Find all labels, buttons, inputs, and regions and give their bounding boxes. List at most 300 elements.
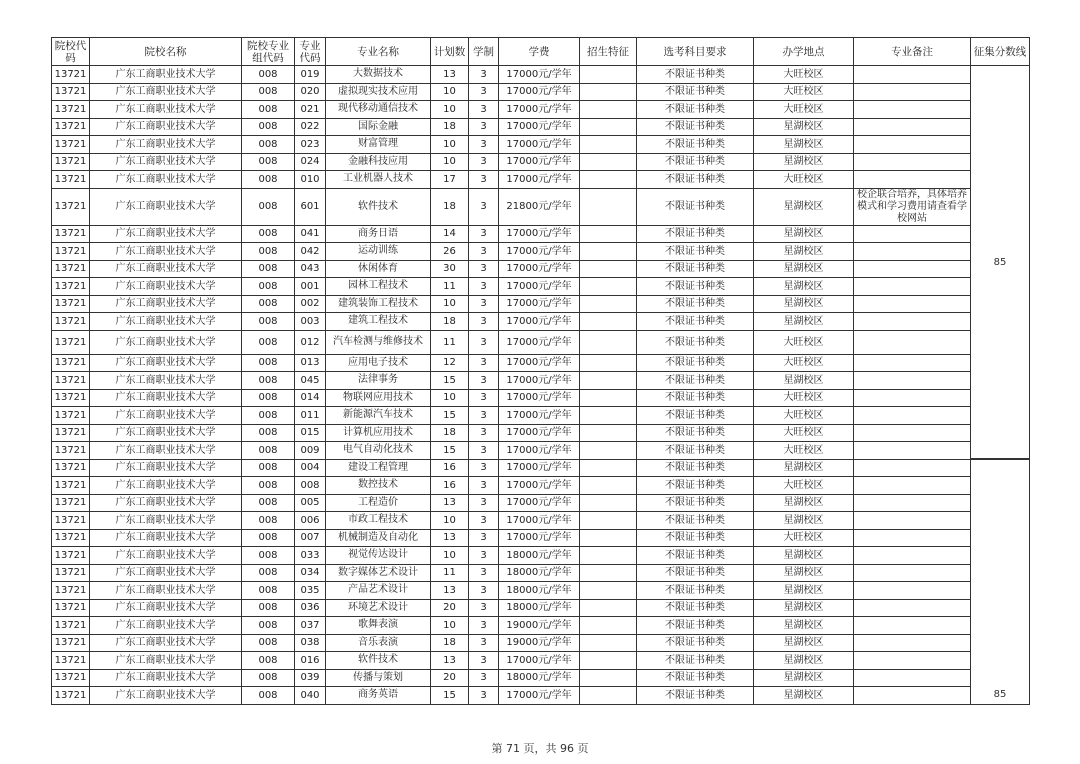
table-row [52, 407, 1030, 425]
table-cell: 17000元/学年 [499, 424, 580, 442]
table-cell: 020 [295, 83, 326, 101]
table-cell [580, 83, 637, 101]
table-cell: 广东工商职业技术大学 [90, 354, 242, 372]
table-cell [580, 424, 637, 442]
table-cell: 3 [469, 243, 499, 261]
table-cell: 现代移动通信技术 [326, 101, 431, 119]
table-cell: 不限证书种类 [637, 494, 754, 512]
table-cell: 13721 [52, 389, 90, 407]
table-cell: 008 [242, 83, 295, 101]
table-row [52, 459, 1030, 477]
table-cell [580, 136, 637, 154]
enrollment-table [51, 37, 1030, 705]
table-cell: 3 [469, 442, 499, 460]
table-row [52, 389, 1030, 407]
table-cell: 广东工商职业技术大学 [90, 529, 242, 547]
table-cell [580, 101, 637, 119]
table-row [52, 599, 1030, 617]
table-cell: 3 [469, 529, 499, 547]
table-cell [854, 354, 971, 372]
table-cell [580, 243, 637, 261]
table-cell: 数控技术 [326, 477, 431, 495]
table-cell: 14 [431, 225, 469, 243]
table-cell [580, 529, 637, 547]
table-cell: 13721 [52, 494, 90, 512]
table-cell: 不限证书种类 [637, 652, 754, 670]
table-cell: 3 [469, 118, 499, 136]
table-row [52, 313, 1030, 331]
table-cell: 13721 [52, 459, 90, 477]
table-cell: 033 [295, 547, 326, 565]
table-cell: 13721 [52, 372, 90, 390]
table-cell: 环境艺术设计 [326, 599, 431, 617]
table-cell: 电气自动化技术 [326, 442, 431, 460]
table-cell: 星湖校区 [754, 136, 854, 154]
table-cell: 3 [469, 171, 499, 189]
table-cell: 17000元/学年 [499, 529, 580, 547]
table-cell: 3 [469, 617, 499, 635]
table-cell: 13721 [52, 424, 90, 442]
table-cell: 不限证书种类 [637, 564, 754, 582]
table-cell: 3 [469, 330, 499, 354]
table-cell: 17000元/学年 [499, 330, 580, 354]
table-cell: 10 [431, 153, 469, 171]
table-cell: 星湖校区 [754, 599, 854, 617]
table-row [52, 136, 1030, 154]
table-cell: 13721 [52, 617, 90, 635]
table-row [52, 547, 1030, 565]
table-cell: 广东工商职业技术大学 [90, 278, 242, 296]
table-cell: 008 [242, 313, 295, 331]
table-cell: 市政工程技术 [326, 512, 431, 530]
table-cell: 机械制造及自动化 [326, 529, 431, 547]
table-cell: 13 [431, 652, 469, 670]
table-row [52, 295, 1030, 313]
table-cell: 法律事务 [326, 372, 431, 390]
table-cell: 008 [242, 278, 295, 296]
table-cell: 038 [295, 634, 326, 652]
table-cell [854, 225, 971, 243]
table-cell: 星湖校区 [754, 512, 854, 530]
table-cell: 星湖校区 [754, 372, 854, 390]
table-cell [854, 171, 971, 189]
table-cell: 13 [431, 582, 469, 600]
table-cell [854, 564, 971, 582]
table-cell [580, 617, 637, 635]
table-cell: 星湖校区 [754, 278, 854, 296]
table-cell: 广东工商职业技术大学 [90, 687, 242, 705]
table-cell [580, 442, 637, 460]
table-cell: 13721 [52, 83, 90, 101]
table-row [52, 153, 1030, 171]
table-cell: 10 [431, 101, 469, 119]
header-cell: 院校专业组代码 [242, 38, 295, 66]
table-cell: 18 [431, 313, 469, 331]
table-cell: 039 [295, 669, 326, 687]
table-cell: 17000元/学年 [499, 459, 580, 477]
table-cell: 产品艺术设计 [326, 582, 431, 600]
table-cell: 星湖校区 [754, 118, 854, 136]
table-cell: 16 [431, 459, 469, 477]
table-cell [580, 153, 637, 171]
table-row [52, 66, 1030, 84]
table-cell: 工业机器人技术 [326, 171, 431, 189]
table-cell: 10 [431, 295, 469, 313]
table-cell: 不限证书种类 [637, 634, 754, 652]
table-cell [580, 582, 637, 600]
table-cell: 星湖校区 [754, 225, 854, 243]
table-cell: 17000元/学年 [499, 354, 580, 372]
table-cell: 13721 [52, 652, 90, 670]
table-cell: 不限证书种类 [637, 459, 754, 477]
table-cell: 星湖校区 [754, 547, 854, 565]
table-cell: 008 [242, 407, 295, 425]
table-cell: 023 [295, 136, 326, 154]
table-cell: 19000元/学年 [499, 617, 580, 635]
table-cell: 10 [431, 389, 469, 407]
table-cell [580, 494, 637, 512]
table-cell: 3 [469, 599, 499, 617]
table-cell: 应用电子技术 [326, 354, 431, 372]
table-cell: 3 [469, 494, 499, 512]
table-row [52, 118, 1030, 136]
table-cell: 17000元/学年 [499, 136, 580, 154]
table-cell: 软件技术 [326, 188, 431, 225]
header-cell: 计划数 [431, 38, 469, 66]
table-cell: 13721 [52, 407, 90, 425]
table-cell: 008 [242, 118, 295, 136]
table-cell: 008 [242, 171, 295, 189]
table-row [52, 634, 1030, 652]
table-cell: 18 [431, 118, 469, 136]
table-cell: 3 [469, 477, 499, 495]
table-cell: 014 [295, 389, 326, 407]
table-cell [854, 372, 971, 390]
table-cell: 008 [242, 330, 295, 354]
header-cell: 学制 [469, 38, 499, 66]
table-cell: 012 [295, 330, 326, 354]
table-cell: 004 [295, 459, 326, 477]
table-cell: 广东工商职业技术大学 [90, 547, 242, 565]
table-cell: 18000元/学年 [499, 582, 580, 600]
table-cell: 不限证书种类 [637, 136, 754, 154]
table-cell: 3 [469, 372, 499, 390]
table-cell: 星湖校区 [754, 617, 854, 635]
table-cell [854, 669, 971, 687]
table-cell: 17000元/学年 [499, 407, 580, 425]
table-cell: 广东工商职业技术大学 [90, 66, 242, 84]
table-cell: 广东工商职业技术大学 [90, 494, 242, 512]
table-cell: 3 [469, 83, 499, 101]
table-cell: 大旺校区 [754, 83, 854, 101]
table-cell: 13721 [52, 295, 90, 313]
table-cell: 广东工商职业技术大学 [90, 101, 242, 119]
table-cell: 3 [469, 295, 499, 313]
table-cell: 星湖校区 [754, 652, 854, 670]
table-cell: 3 [469, 66, 499, 84]
table-cell [580, 225, 637, 243]
table-cell: 040 [295, 687, 326, 705]
table-cell: 国际金融 [326, 118, 431, 136]
table-cell: 不限证书种类 [637, 582, 754, 600]
table-cell: 12 [431, 354, 469, 372]
table-cell: 不限证书种类 [637, 330, 754, 354]
table-cell: 11 [431, 564, 469, 582]
table-cell: 18 [431, 188, 469, 225]
header-cell: 专业代码 [295, 38, 326, 66]
table-cell: 11 [431, 278, 469, 296]
table-cell: 008 [242, 599, 295, 617]
table-cell: 041 [295, 225, 326, 243]
table-cell: 17000元/学年 [499, 243, 580, 261]
table-cell [854, 442, 971, 460]
table-cell: 不限证书种类 [637, 354, 754, 372]
table-cell [580, 512, 637, 530]
table-cell: 3 [469, 512, 499, 530]
table-cell: 3 [469, 389, 499, 407]
table-row [52, 529, 1030, 547]
table-cell: 008 [242, 372, 295, 390]
table-cell: 13721 [52, 278, 90, 296]
table-cell: 18000元/学年 [499, 564, 580, 582]
table-cell: 17000元/学年 [499, 652, 580, 670]
table-cell: 008 [242, 564, 295, 582]
table-cell [854, 66, 971, 84]
table-cell [580, 459, 637, 477]
table-cell: 3 [469, 407, 499, 425]
table-cell: 13721 [52, 634, 90, 652]
table-cell: 3 [469, 547, 499, 565]
table-row [52, 83, 1030, 101]
table-cell: 17000元/学年 [499, 66, 580, 84]
table-cell: 008 [295, 477, 326, 495]
table-cell: 17000元/学年 [499, 295, 580, 313]
table-cell: 广东工商职业技术大学 [90, 225, 242, 243]
table-cell: 不限证书种类 [637, 118, 754, 136]
table-cell: 13721 [52, 477, 90, 495]
table-cell: 13721 [52, 243, 90, 261]
table-cell: 17000元/学年 [499, 101, 580, 119]
table-cell: 18000元/学年 [499, 547, 580, 565]
table-cell: 3 [469, 652, 499, 670]
table-cell: 园林工程技术 [326, 278, 431, 296]
table-cell: 大旺校区 [754, 389, 854, 407]
table-cell: 13721 [52, 442, 90, 460]
table-cell: 15 [431, 687, 469, 705]
table-row [52, 687, 1030, 705]
table-cell: 广东工商职业技术大学 [90, 407, 242, 425]
table-cell [580, 278, 637, 296]
table-cell: 不限证书种类 [637, 278, 754, 296]
table-cell: 3 [469, 582, 499, 600]
table-cell: 26 [431, 243, 469, 261]
table-cell [580, 66, 637, 84]
table-cell: 3 [469, 101, 499, 119]
table-cell: 13721 [52, 136, 90, 154]
table-cell [854, 529, 971, 547]
table-cell: 008 [242, 687, 295, 705]
table-cell: 15 [431, 407, 469, 425]
table-cell: 新能源汽车技术 [326, 407, 431, 425]
table-cell: 不限证书种类 [637, 477, 754, 495]
table-cell: 20 [431, 669, 469, 687]
table-cell: 广东工商职业技术大学 [90, 171, 242, 189]
table-cell: 广东工商职业技术大学 [90, 153, 242, 171]
table-cell [580, 171, 637, 189]
header-cell: 专业备注 [854, 38, 971, 66]
table-cell: 不限证书种类 [637, 153, 754, 171]
header-cell: 征集分数线 [971, 38, 1030, 66]
table-cell: 17000元/学年 [499, 372, 580, 390]
table-cell [580, 547, 637, 565]
table-cell: 008 [242, 136, 295, 154]
table-cell: 音乐表演 [326, 634, 431, 652]
table-row [52, 652, 1030, 670]
table-cell [854, 295, 971, 313]
table-cell [854, 407, 971, 425]
table-cell: 不限证书种类 [637, 617, 754, 635]
table-cell: 星湖校区 [754, 188, 854, 225]
table-cell: 18 [431, 634, 469, 652]
table-cell: 009 [295, 442, 326, 460]
table-cell [854, 512, 971, 530]
table-cell: 休闲体育 [326, 260, 431, 278]
table-body [52, 66, 1030, 705]
table-row [52, 512, 1030, 530]
table-cell: 008 [242, 512, 295, 530]
table-cell: 3 [469, 188, 499, 225]
table-cell: 虚拟现实技术应用 [326, 83, 431, 101]
table-cell: 15 [431, 442, 469, 460]
table-cell [854, 617, 971, 635]
table-row [52, 243, 1030, 261]
table-cell: 16 [431, 477, 469, 495]
table-cell [580, 477, 637, 495]
table-cell: 042 [295, 243, 326, 261]
table-cell: 金融科技应用 [326, 153, 431, 171]
table-cell: 商务日语 [326, 225, 431, 243]
table-cell: 13721 [52, 582, 90, 600]
table-cell: 3 [469, 459, 499, 477]
table-cell: 星湖校区 [754, 260, 854, 278]
table-cell: 运动训练 [326, 243, 431, 261]
header-cell: 办学地点 [754, 38, 854, 66]
table-cell [854, 118, 971, 136]
table-cell [854, 687, 971, 705]
table-cell: 不限证书种类 [637, 83, 754, 101]
table-cell: 10 [431, 83, 469, 101]
table-cell: 不限证书种类 [637, 101, 754, 119]
table-cell: 校企联合培养，具体培养模式和学习费用请查看学校网站 [854, 188, 971, 225]
table-cell: 3 [469, 136, 499, 154]
table-cell: 广东工商职业技术大学 [90, 582, 242, 600]
table-row [52, 494, 1030, 512]
table-cell: 13721 [52, 564, 90, 582]
table-cell [854, 389, 971, 407]
table-cell: 广东工商职业技术大学 [90, 599, 242, 617]
table-cell: 13721 [52, 153, 90, 171]
table-cell: 大旺校区 [754, 529, 854, 547]
table-cell: 传播与策划 [326, 669, 431, 687]
table-cell: 17000元/学年 [499, 153, 580, 171]
table-cell: 005 [295, 494, 326, 512]
table-cell [580, 188, 637, 225]
table-cell: 广东工商职业技术大学 [90, 243, 242, 261]
table-cell: 大旺校区 [754, 101, 854, 119]
table-cell: 008 [242, 669, 295, 687]
table-cell: 13721 [52, 188, 90, 225]
table-cell: 不限证书种类 [637, 389, 754, 407]
table-cell: 11 [431, 330, 469, 354]
table-cell: 大旺校区 [754, 477, 854, 495]
table-cell: 大旺校区 [754, 330, 854, 354]
table-cell: 13721 [52, 260, 90, 278]
table-cell [580, 599, 637, 617]
table-cell: 008 [242, 477, 295, 495]
table-cell: 13721 [52, 225, 90, 243]
table-cell [854, 494, 971, 512]
table-cell: 3 [469, 153, 499, 171]
table-cell: 广东工商职业技术大学 [90, 136, 242, 154]
table-row [52, 424, 1030, 442]
table-cell: 星湖校区 [754, 459, 854, 477]
table-cell: 17000元/学年 [499, 118, 580, 136]
table-cell: 星湖校区 [754, 243, 854, 261]
table-cell: 不限证书种类 [637, 66, 754, 84]
table-cell [854, 599, 971, 617]
table-cell: 17000元/学年 [499, 687, 580, 705]
table-cell: 008 [242, 225, 295, 243]
table-cell: 广东工商职业技术大学 [90, 477, 242, 495]
table-cell: 商务英语 [326, 687, 431, 705]
table-cell: 3 [469, 564, 499, 582]
table-cell: 021 [295, 101, 326, 119]
table-cell: 006 [295, 512, 326, 530]
table-row [52, 354, 1030, 372]
table-cell: 工程造价 [326, 494, 431, 512]
table-cell [580, 118, 637, 136]
table-cell: 008 [242, 260, 295, 278]
table-cell: 大旺校区 [754, 354, 854, 372]
table-cell: 广东工商职业技术大学 [90, 260, 242, 278]
table-cell: 大旺校区 [754, 407, 854, 425]
score-line-lower: 85 [971, 459, 1030, 704]
table-cell: 不限证书种类 [637, 424, 754, 442]
table-cell: 13721 [52, 101, 90, 119]
table-cell: 17000元/学年 [499, 512, 580, 530]
table-cell [854, 582, 971, 600]
table-cell [854, 313, 971, 331]
table-cell: 视觉传达设计 [326, 547, 431, 565]
table-cell: 17000元/学年 [499, 313, 580, 331]
table-cell: 18 [431, 424, 469, 442]
score-line-upper: 85 [971, 66, 1030, 460]
table-cell: 17000元/学年 [499, 260, 580, 278]
table-row [52, 442, 1030, 460]
header-cell: 专业名称 [326, 38, 431, 66]
table-cell: 036 [295, 599, 326, 617]
table-cell [580, 634, 637, 652]
table-cell: 建设工程管理 [326, 459, 431, 477]
table-cell: 045 [295, 372, 326, 390]
table-cell [854, 424, 971, 442]
table-cell: 013 [295, 354, 326, 372]
table-cell [854, 83, 971, 101]
table-cell: 广东工商职业技术大学 [90, 372, 242, 390]
table-cell: 17 [431, 171, 469, 189]
table-cell: 001 [295, 278, 326, 296]
table-cell: 星湖校区 [754, 582, 854, 600]
